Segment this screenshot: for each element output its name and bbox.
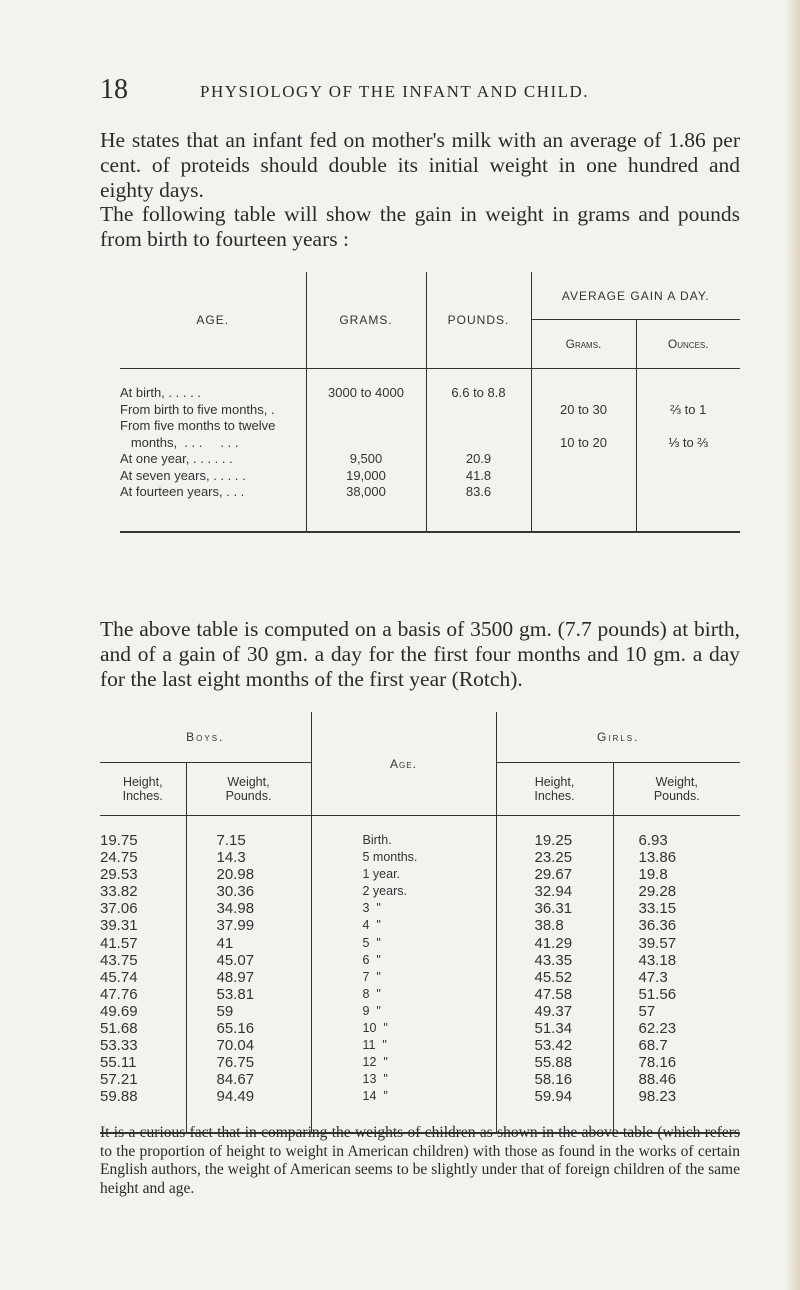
paragraph-1: He states that an infant fed on mother's milk with an average of 1.86 per cent. of proteids should double its initial weight in one hundred and eighty days. — [100, 128, 740, 202]
table2-header-girls-weight: Weight, Pounds. — [613, 763, 740, 816]
table1-gain-ounces-cell — [637, 385, 741, 402]
table2-age-cell: 13 " — [362, 1072, 388, 1087]
table2-header-boys-weight: Weight, Pounds. — [186, 763, 311, 816]
table2-header-girls: Girls. — [496, 712, 740, 763]
table2-girls-height-cell: 49.37 — [534, 1002, 573, 1020]
table2-boys-height-cell: 43.75 — [100, 951, 138, 969]
table1-header-age: AGE. — [120, 272, 306, 369]
table1-grams-cell — [307, 402, 426, 419]
table2-girls-weight-cell: 47.3 — [638, 968, 668, 986]
page-edge-shadow — [786, 0, 800, 1290]
table2-age-cell: 10 " — [362, 1021, 388, 1036]
table2-girls-height-cell: 45.52 — [534, 968, 573, 986]
table2-boys-height-cell: 49.69 — [100, 1002, 138, 1020]
table2-girls-weight-cell: 29.28 — [638, 883, 677, 901]
table1-header-average-gain: AVERAGE GAIN A DAY. — [531, 272, 740, 320]
table1-grams-cell: 19,000 — [346, 467, 386, 483]
table2-girls-weight-cell: 57 — [638, 1002, 656, 1020]
table1-pounds-cell: 83.6 — [465, 484, 492, 499]
table2-boys-height-cell: 55.11 — [100, 1054, 137, 1072]
table2-girls-weight-cell: 51.56 — [638, 985, 677, 1003]
table1-grams-cell — [307, 418, 426, 435]
table1-grams-column — [306, 369, 426, 533]
table1-age-cell: months, . . . . . . — [120, 434, 239, 450]
gain-weight-table — [120, 272, 740, 533]
table2-boys-weight-cell: 65.16 — [216, 1020, 255, 1038]
table2-boys-weight-column — [186, 816, 311, 1134]
paragraph-2: The following table will show the gain in weight in grams and pounds from birth to fourteen years : — [100, 202, 740, 251]
table2-boys-height-cell: 51.68 — [100, 1020, 138, 1038]
table1-pounds-column — [426, 369, 531, 533]
table2-girls-height-cell: 53.42 — [534, 1037, 573, 1055]
table2-age-column — [311, 816, 496, 1134]
table2-girls-weight-cell: 78.16 — [638, 1054, 677, 1072]
table2-header-boys-height: Height, Inches. — [100, 763, 186, 816]
table2-age-cell: 4 " — [362, 918, 381, 933]
table2-age-cell: 9 " — [362, 1003, 381, 1018]
table2-girls-weight-column — [613, 816, 740, 1134]
table1-gain-grams-cell: 10 to 20 — [560, 434, 607, 450]
table2-age-cell: 2 years. — [362, 884, 407, 899]
paragraph-3: The above table is computed on a basis of 3500 gm. (7.7 pounds) at birth, and of a gain of 30 gm. a day for the first four months and 10 gm. a day for the last eight months of the first year (Rotch). — [100, 617, 740, 691]
table2-age-cell: 5 " — [362, 935, 381, 950]
table2-header-age: Age. — [311, 712, 496, 816]
table2-girls-height-cell: 38.8 — [534, 917, 564, 935]
paragraph-4: It is a curious fact that in comparing the weights of children as shown in the above table (which refers to the proportion of height to weight in American children) with those as found in the works of certain English authors, the weight of American seems to be slightly under that of foreign children of the same height and age. — [100, 1124, 740, 1197]
table2-girls-height-cell: 19.25 — [534, 832, 573, 849]
table2-age-cell: Birth. — [362, 833, 392, 847]
table1-pounds-cell — [427, 402, 531, 419]
table1-gain-ounces-cell — [637, 418, 741, 435]
table1-gain-grams-cell: 20 to 30 — [560, 401, 607, 417]
table2-girls-weight-cell: 68.7 — [638, 1037, 668, 1055]
table1-grams-cell: 38,000 — [346, 484, 386, 499]
table2-age-cell: 1 year. — [362, 867, 401, 882]
table1-gain-ounces-column — [636, 369, 740, 533]
table2-girls-weight-cell: 88.46 — [638, 1071, 677, 1089]
table2-boys-height-cell: 45.74 — [100, 968, 138, 986]
table1-age-column — [120, 369, 306, 533]
table2-girls-height-cell: 51.34 — [534, 1020, 573, 1038]
table1-gain-grams-cell — [532, 418, 636, 435]
table2-age-cell: 8 " — [362, 986, 381, 1001]
table1-age-cell: From birth to five months, . — [120, 401, 275, 417]
table1-gain-ounces-cell: ⅔ to 1 — [670, 401, 707, 417]
table1-pounds-cell: 41.8 — [465, 467, 492, 483]
table2-girls-height-column — [496, 816, 613, 1134]
table2-boys-weight-cell: 59 — [216, 1002, 234, 1020]
table2-girls-height-cell: 41.29 — [534, 934, 573, 952]
table2-boys-weight-cell: 53.81 — [216, 985, 255, 1003]
table2-girls-weight-cell: 43.18 — [638, 951, 677, 969]
table1-header-gain-ounces: Ounces. — [636, 320, 740, 369]
table2-girls-height-cell: 47.58 — [534, 985, 573, 1003]
table2-girls-height-cell: 32.94 — [534, 883, 573, 901]
table1-gain-grams-column — [531, 369, 636, 533]
table1-grams-cell: 3000 to 4000 — [328, 385, 404, 400]
table2-age-cell: 14 " — [362, 1089, 388, 1104]
table2-boys-weight-cell: 41 — [216, 934, 234, 952]
table2-boys-height-cell: 59.88 — [100, 1088, 138, 1106]
table1-pounds-cell: 6.6 to 8.8 — [451, 385, 506, 400]
height-weight-table — [100, 712, 740, 1134]
table2-age-cell: 3 " — [362, 901, 381, 916]
table2-girls-weight-cell: 13.86 — [638, 849, 677, 867]
table2-girls-weight-cell: 19.8 — [638, 866, 668, 884]
table1-age-cell: At seven years, . . . . . — [120, 467, 246, 483]
table2-age-cell: 7 " — [362, 969, 381, 984]
table2-boys-weight-cell: 76.75 — [216, 1054, 255, 1072]
table2-girls-weight-cell: 6.93 — [638, 832, 668, 849]
table2-header-girls-height: Height, Inches. — [496, 763, 613, 816]
table2-girls-weight-cell: 98.23 — [638, 1088, 677, 1106]
table1-gain-ounces-cell: ⅓ to ⅔ — [668, 434, 709, 450]
table1-grams-cell: 9,500 — [349, 451, 383, 466]
table1-age-cell: At one year, . . . . . . — [120, 451, 233, 466]
table1-gain-grams-cell — [532, 385, 636, 402]
table1-header-grams: GRAMS. — [306, 272, 426, 369]
table1-age-cell: At fourteen years, . . . — [120, 484, 245, 499]
table2-boys-height-cell: 19.75 — [100, 832, 138, 849]
table2-boys-height-cell: 41.57 — [100, 934, 138, 952]
table2-girls-height-cell: 36.31 — [534, 900, 573, 918]
table2-girls-height-cell: 58.16 — [534, 1071, 573, 1089]
table1-pounds-cell — [427, 435, 531, 452]
table2-boys-height-cell: 37.06 — [100, 900, 138, 918]
table2-boys-height-cell: 47.76 — [100, 985, 138, 1003]
table2-girls-weight-cell: 33.15 — [638, 900, 677, 918]
table2-boys-weight-cell: 37.99 — [216, 917, 255, 935]
table2-girls-weight-cell: 62.23 — [638, 1020, 677, 1038]
table2-boys-height-column — [100, 816, 186, 1134]
table1-header-pounds: POUNDS. — [426, 272, 531, 369]
table2-boys-weight-cell: 45.07 — [216, 951, 255, 969]
table2-boys-weight-cell: 94.49 — [216, 1088, 255, 1106]
running-title: PHYSIOLOGY OF THE INFANT AND CHILD. — [200, 82, 590, 101]
page-header — [100, 74, 740, 114]
table1-header-gain-grams: Grams. — [531, 320, 636, 369]
table2-girls-height-cell: 43.35 — [534, 951, 573, 969]
page-number: 18 — [100, 74, 128, 105]
table2-boys-weight-cell: 48.97 — [216, 968, 255, 986]
table2-girls-height-cell: 59.94 — [534, 1088, 573, 1106]
table1-grams-cell — [307, 435, 426, 452]
table2-age-cell: 5 months. — [362, 850, 418, 865]
table1-age-cell: At birth, . . . . . — [120, 385, 201, 400]
table2-header-boys: Boys. — [100, 712, 311, 763]
table1-age-cell: From five months to twelve — [120, 418, 276, 433]
table2-boys-weight-cell: 70.04 — [216, 1037, 255, 1055]
table2-age-cell: 6 " — [362, 952, 381, 967]
table2-girls-weight-cell: 39.57 — [638, 934, 677, 952]
table2-boys-weight-cell: 20.98 — [216, 866, 255, 884]
table2-boys-height-cell: 39.31 — [100, 917, 138, 935]
table2-boys-height-cell: 24.75 — [100, 849, 138, 867]
table2-age-cell: 11 " — [362, 1038, 387, 1053]
table2-age-cell: 12 " — [362, 1055, 388, 1070]
table1-pounds-cell — [427, 418, 531, 435]
table2-girls-height-cell: 23.25 — [534, 849, 573, 867]
table2-boys-height-cell: 53.33 — [100, 1037, 138, 1055]
table2-girls-weight-cell: 36.36 — [638, 917, 677, 935]
table2-girls-height-cell: 29.67 — [534, 866, 573, 884]
table2-boys-height-cell: 29.53 — [100, 866, 138, 884]
table2-girls-height-cell: 55.88 — [534, 1054, 573, 1072]
table2-boys-weight-cell: 34.98 — [216, 900, 255, 918]
table1-pounds-cell: 20.9 — [465, 451, 492, 466]
table2-boys-weight-cell: 7.15 — [216, 832, 246, 849]
table2-boys-weight-cell: 84.67 — [216, 1071, 255, 1089]
table2-boys-height-cell: 33.82 — [100, 883, 138, 901]
table2-boys-weight-cell: 30.36 — [216, 883, 255, 901]
table2-boys-height-cell: 57.21 — [100, 1071, 138, 1089]
table2-boys-weight-cell: 14.3 — [216, 849, 246, 867]
